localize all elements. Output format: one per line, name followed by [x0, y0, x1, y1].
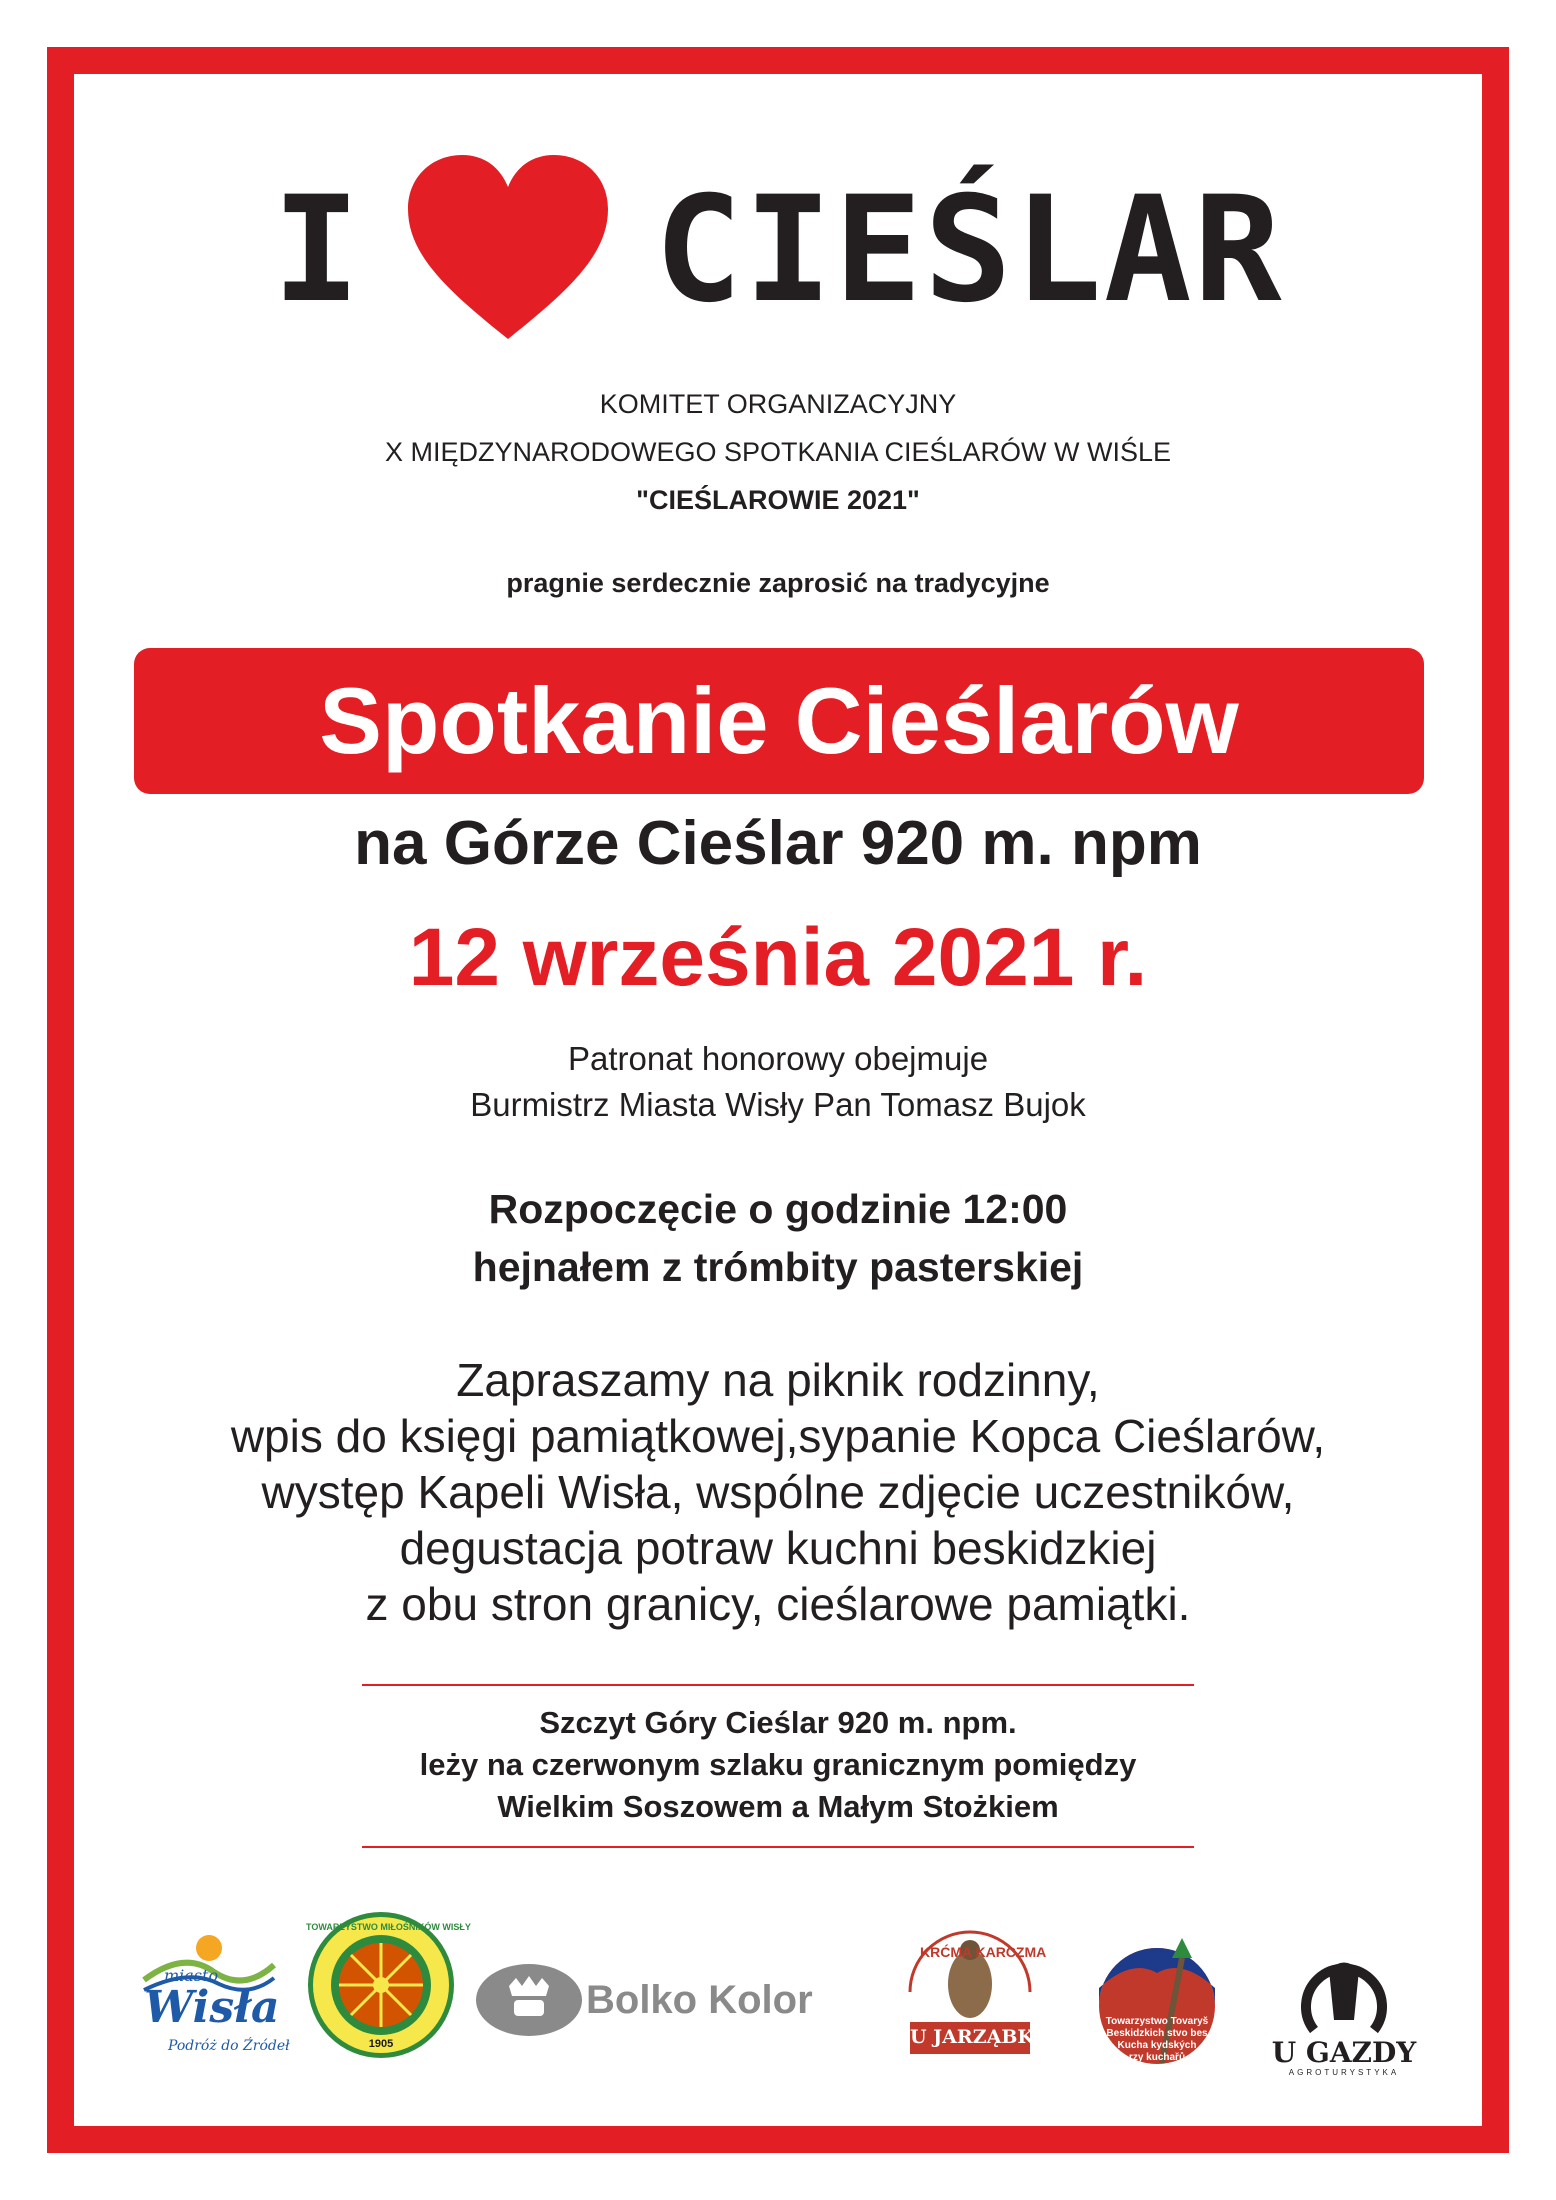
gazdy-sub: AGROTURYSTYKA [1288, 2068, 1400, 2077]
summit-line: Szczyt Góry Cieślar 920 m. npm. [539, 1705, 1017, 1740]
patronage-line-1: Patronat honorowy obejmuje [567, 1040, 989, 1077]
event-date: 12 września 2021 r. [408, 912, 1148, 1003]
kucharzy-line: Beskidzkich stvo bes [1106, 2028, 1208, 2039]
karczma-name: U JARZĄBKA [910, 2026, 1048, 2048]
headline [0, 150, 1556, 350]
tmw-year: 1905 [368, 2038, 394, 2050]
attraction-line: z obu stron granicy, cieślarowe pamiątki. [365, 1578, 1191, 1630]
attractions-list [0, 1352, 1556, 1632]
organizer-line-1: KOMITET ORGANIZACYJNY [599, 389, 957, 419]
divider-bottom [362, 1846, 1194, 1848]
summit-line: leży na czerwonym szlaku granicznym pomiędzy [419, 1747, 1137, 1782]
kucharzy-logo [1092, 1928, 1222, 2068]
tmw-logo [306, 1910, 471, 2070]
karczma-arc-text: KRĆMA KARCZMA [920, 1944, 1047, 1960]
gazdy-name: U GAZDY [1271, 2036, 1417, 2069]
summit-info [0, 1702, 1556, 1828]
divider-top [362, 1684, 1194, 1686]
kucharzy-line: rzy kuchařů [1128, 2052, 1186, 2063]
karczma-logo [880, 1922, 1060, 2062]
wisla-small: miasto [164, 1966, 219, 1985]
tmw-ring-text: TOWARZYSTWO MIŁOŚNIKÓW WISŁY [306, 1922, 471, 1932]
u-gazdy-logo [1254, 1940, 1434, 2080]
patronage [0, 1036, 1556, 1128]
mountain-location: na Górze Cieślar 920 m. npm [354, 809, 1202, 878]
start-line-2: hejnałem z trómbity pasterskiej [472, 1244, 1084, 1290]
summit-line: Wielkim Soszowem a Małym Stożkiem [497, 1789, 1059, 1824]
kucharzy-line: Towarzystwo Tovaryš [1105, 2016, 1209, 2027]
patronage-line-2: Burmistrz Miasta Wisły Pan Tomasz Bujok [470, 1086, 1086, 1123]
bolko-name: Bolko Kolor [586, 1978, 813, 2022]
invite-text: pragnie serdecznie zaprosić na tradycyjne [506, 568, 1050, 598]
headline-word-i: I [272, 165, 363, 335]
organizer-line-2: X MIĘDZYNARODOWEGO SPOTKANIA CIEŚLARÓW W WIŚLE [384, 437, 1172, 467]
headline-word-cieslar: CIEŚLAR [654, 165, 1284, 335]
start-line-1: Rozpoczęcie o godzinie 12:00 [488, 1186, 1068, 1232]
heart-icon [408, 155, 608, 345]
attraction-line: Zapraszamy na piknik rodzinny, [456, 1354, 1100, 1406]
kucharzy-line: Kucha kydských [1117, 2040, 1197, 2051]
wisla-name: Wisła [144, 1982, 280, 2033]
wisla-logo [134, 1920, 290, 2060]
wisla-tagline: Podróż do Źródeł [168, 2038, 290, 2054]
bolko-kolor-logo [474, 1960, 826, 2040]
start-info [0, 1180, 1556, 1296]
attraction-line: wpis do księgi pamiątkowej,sypanie Kopca Cieślarów, [230, 1410, 1326, 1462]
kucharzy-text [1102, 2016, 1212, 2064]
attraction-line: degustacja potraw kuchni beskidzkiej [399, 1522, 1157, 1574]
attraction-line: występ Kapeli Wisła, wspólne zdjęcie uczestników, [261, 1466, 1295, 1518]
event-title-banner: Spotkanie Cieślarów [134, 648, 1424, 794]
organizer-line-3: "CIEŚLAROWIE 2021" [636, 485, 920, 515]
